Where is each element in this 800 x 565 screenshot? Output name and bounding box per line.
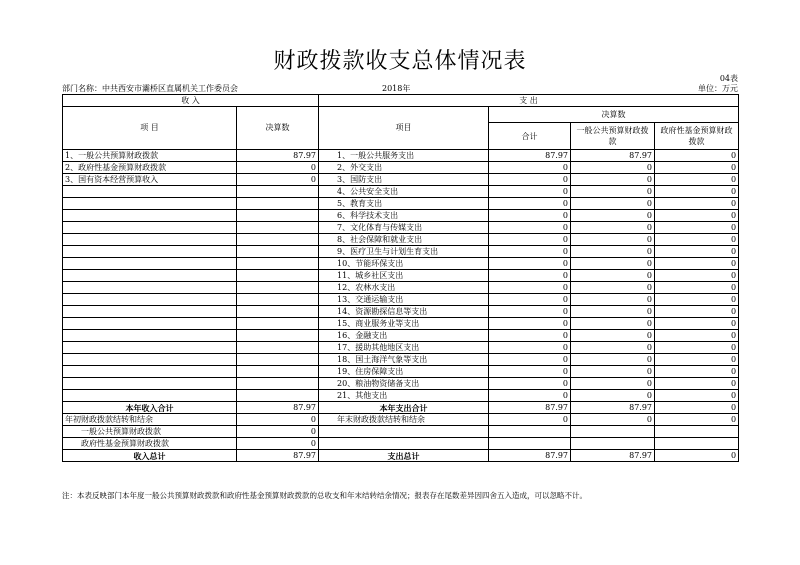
expense-fund: 0 <box>655 150 739 162</box>
expense-total: 0 <box>489 354 571 366</box>
income-item <box>63 306 237 318</box>
table-row <box>63 258 739 270</box>
income-value <box>237 366 319 378</box>
expense-general: 0 <box>571 258 655 270</box>
expense-general: 0 <box>571 222 655 234</box>
expense-item: 16、金融支出 <box>319 330 489 342</box>
income-subtotal-value: 87.97 <box>237 402 319 414</box>
expense-fund: 0 <box>655 342 739 354</box>
income-item <box>63 342 237 354</box>
table-row <box>63 354 739 366</box>
expense-fund: 0 <box>655 234 739 246</box>
income-item: 1、一般公共预算财政拨款 <box>63 150 237 162</box>
expense-general: 0 <box>571 342 655 354</box>
expense-general: 0 <box>571 378 655 390</box>
expense-subtotal-label: 本年支出合计 <box>319 402 489 414</box>
expense-total-label: 支出总计 <box>319 450 489 462</box>
expense-item: 13、交通运输支出 <box>319 294 489 306</box>
expense-general: 0 <box>571 162 655 174</box>
expense-total: 0 <box>489 366 571 378</box>
expense-general: 0 <box>571 210 655 222</box>
expense-general: 0 <box>571 198 655 210</box>
income-item <box>63 366 237 378</box>
expense-general: 0 <box>571 354 655 366</box>
income-value <box>237 282 319 294</box>
table-row <box>63 378 739 390</box>
expense-total: 0 <box>489 210 571 222</box>
expense-item: 11、城乡社区支出 <box>319 270 489 282</box>
table-row <box>63 174 739 186</box>
expense-fund: 0 <box>655 306 739 318</box>
income-item <box>63 294 237 306</box>
expense-general: 0 <box>571 246 655 258</box>
final-group-header: 决算数 <box>489 107 739 123</box>
carry-end-label: 年末财政拨款结转和结余 <box>319 414 489 426</box>
expense-total: 0 <box>489 390 571 402</box>
expense-item: 5、教育支出 <box>319 198 489 210</box>
expense-fund: 0 <box>655 330 739 342</box>
carry-general-value: 0 <box>237 426 319 438</box>
table-row <box>63 162 739 174</box>
expense-item: 9、医疗卫生与计划生育支出 <box>319 246 489 258</box>
expense-total: 0 <box>489 234 571 246</box>
income-total-value: 87.97 <box>237 450 319 462</box>
income-item <box>63 198 237 210</box>
expense-total: 87.97 <box>489 150 571 162</box>
meta-line <box>62 83 738 93</box>
department-name: 部门名称：中共西安市灞桥区直属机关工作委员会 <box>62 84 238 93</box>
expense-fund: 0 <box>655 270 739 282</box>
table-row <box>63 366 739 378</box>
income-value <box>237 342 319 354</box>
income-item <box>63 186 237 198</box>
table-row <box>63 198 739 210</box>
expense-fund: 0 <box>655 222 739 234</box>
expense-total: 0 <box>489 258 571 270</box>
income-item: 2、政府性基金预算财政拨款 <box>63 162 237 174</box>
expense-total: 0 <box>489 318 571 330</box>
carry-row <box>63 414 739 426</box>
income-item <box>63 246 237 258</box>
general-budget-header: 一般公共预算财政拨款 <box>571 123 655 150</box>
income-item <box>63 378 237 390</box>
subtotal-row <box>63 402 739 414</box>
income-value <box>237 258 319 270</box>
expense-total: 0 <box>489 270 571 282</box>
income-item <box>63 354 237 366</box>
income-item-header: 项 目 <box>63 107 237 150</box>
expense-general: 0 <box>571 174 655 186</box>
header-row-2 <box>63 107 739 123</box>
expense-general: 0 <box>571 390 655 402</box>
expense-general: 0 <box>571 282 655 294</box>
table-row <box>63 294 739 306</box>
expense-general: 0 <box>571 294 655 306</box>
expense-general: 0 <box>571 318 655 330</box>
income-value <box>237 354 319 366</box>
report-year: 2018年 <box>382 84 411 93</box>
expense-item: 7、文化体育与传媒支出 <box>319 222 489 234</box>
expense-total: 0 <box>489 282 571 294</box>
expense-fund: 0 <box>655 318 739 330</box>
unit-label: 单位：万元 <box>698 84 738 93</box>
expense-total: 0 <box>489 378 571 390</box>
expense-fund: 0 <box>655 174 739 186</box>
expense-item: 14、资源勘探信息等支出 <box>319 306 489 318</box>
expense-fund: 0 <box>655 186 739 198</box>
carry-end-fund: 0 <box>655 414 739 426</box>
income-value: 0 <box>237 174 319 186</box>
expense-total: 0 <box>489 162 571 174</box>
expense-total: 0 <box>489 246 571 258</box>
expense-total: 0 <box>489 198 571 210</box>
income-header: 收 入 <box>63 95 319 107</box>
expense-item: 4、公共安全支出 <box>319 186 489 198</box>
expense-item: 21、其他支出 <box>319 390 489 402</box>
expense-total: 0 <box>489 186 571 198</box>
carry-begin-value: 0 <box>237 414 319 426</box>
header-row-1 <box>63 95 739 107</box>
table-row <box>63 330 739 342</box>
income-value <box>237 294 319 306</box>
expense-fund: 0 <box>655 198 739 210</box>
carry-general-row <box>63 426 739 438</box>
expense-item: 8、社会保障和就业支出 <box>319 234 489 246</box>
income-value: 0 <box>237 162 319 174</box>
table-row <box>63 318 739 330</box>
income-value <box>237 222 319 234</box>
income-item <box>63 210 237 222</box>
expense-item: 3、国防支出 <box>319 174 489 186</box>
income-item: 3、国有资本经营预算收入 <box>63 174 237 186</box>
income-value <box>237 270 319 282</box>
income-value <box>237 318 319 330</box>
carry-end-total: 0 <box>489 414 571 426</box>
expense-general: 0 <box>571 186 655 198</box>
expense-fund: 0 <box>655 378 739 390</box>
total-header: 合计 <box>489 123 571 150</box>
carry-general-label: 一般公共预算财政拨款 <box>63 426 237 438</box>
expense-total: 0 <box>489 294 571 306</box>
expense-fund: 0 <box>655 258 739 270</box>
income-value <box>237 186 319 198</box>
expense-item: 1、一般公共服务支出 <box>319 150 489 162</box>
expense-subtotal-general: 87.97 <box>571 402 655 414</box>
expense-fund: 0 <box>655 294 739 306</box>
income-value <box>237 198 319 210</box>
income-value: 87.97 <box>237 150 319 162</box>
table-row <box>63 234 739 246</box>
table-row <box>63 210 739 222</box>
carry-fund-row <box>63 438 739 450</box>
income-item <box>63 270 237 282</box>
expense-item: 6、科学技术支出 <box>319 210 489 222</box>
income-amount-header: 决算数 <box>237 107 319 150</box>
income-value <box>237 378 319 390</box>
expense-item: 19、住房保障支出 <box>319 366 489 378</box>
expense-total: 0 <box>489 222 571 234</box>
expense-total: 0 <box>489 330 571 342</box>
form-number: 04表 <box>719 74 738 83</box>
expense-subtotal-total: 87.97 <box>489 402 571 414</box>
gov-fund-header: 政府性基金预算财政拨款 <box>655 123 739 150</box>
expense-total: 0 <box>489 306 571 318</box>
expense-fund: 0 <box>655 246 739 258</box>
expense-general: 0 <box>571 234 655 246</box>
income-value <box>237 210 319 222</box>
income-item <box>63 318 237 330</box>
page-title: 财政拨款收支总体情况表 <box>273 49 527 74</box>
income-total-label: 收入总计 <box>63 450 237 462</box>
expense-item: 12、农林水支出 <box>319 282 489 294</box>
income-value <box>237 330 319 342</box>
expense-item: 20、粮油物资储备支出 <box>319 378 489 390</box>
expense-general: 0 <box>571 306 655 318</box>
expense-header: 支 出 <box>319 95 739 107</box>
income-subtotal-label: 本年收入合计 <box>63 402 237 414</box>
expense-general: 0 <box>571 366 655 378</box>
table-row <box>63 342 739 354</box>
income-item <box>63 258 237 270</box>
carry-end-general: 0 <box>571 414 655 426</box>
expense-item: 2、外交支出 <box>319 162 489 174</box>
expense-fund: 0 <box>655 354 739 366</box>
expense-total: 0 <box>489 174 571 186</box>
expense-item-header: 项目 <box>319 107 489 150</box>
income-item <box>63 330 237 342</box>
income-item <box>63 222 237 234</box>
expense-fund: 0 <box>655 366 739 378</box>
finance-table <box>62 94 739 462</box>
income-item <box>63 282 237 294</box>
expense-item: 15、商业服务业等支出 <box>319 318 489 330</box>
expense-total-total: 87.97 <box>489 450 571 462</box>
table-row <box>63 186 739 198</box>
table-row <box>63 150 739 162</box>
income-value <box>237 306 319 318</box>
expense-fund: 0 <box>655 282 739 294</box>
footnote: 注：本表反映部门本年度一般公共预算财政拨款和政府性基金预算财政拨款的总收支和年末结转结余情况；报表存在尾数差异因四舍五入造成，可以忽略不计。 <box>62 491 587 500</box>
expense-total-fund: 0 <box>655 450 739 462</box>
carry-fund-value: 0 <box>237 438 319 450</box>
table-row <box>63 222 739 234</box>
expense-item: 18、国土海洋气象等支出 <box>319 354 489 366</box>
income-item <box>63 234 237 246</box>
expense-fund: 0 <box>655 210 739 222</box>
expense-general: 0 <box>571 330 655 342</box>
expense-fund: 0 <box>655 162 739 174</box>
income-item <box>63 390 237 402</box>
expense-total-general: 87.97 <box>571 450 655 462</box>
income-value <box>237 234 319 246</box>
expense-general: 87.97 <box>571 150 655 162</box>
carry-begin-label: 年初财政拨款结转和结余 <box>63 414 237 426</box>
table-row <box>63 390 739 402</box>
table-row <box>63 246 739 258</box>
total-row <box>63 450 739 462</box>
table-row <box>63 282 739 294</box>
expense-total: 0 <box>489 342 571 354</box>
table-row <box>63 306 739 318</box>
income-value <box>237 246 319 258</box>
expense-item: 10、节能环保支出 <box>319 258 489 270</box>
income-value <box>237 390 319 402</box>
expense-item: 17、援助其他地区支出 <box>319 342 489 354</box>
table-row <box>63 270 739 282</box>
expense-general: 0 <box>571 270 655 282</box>
expense-subtotal-fund: 0 <box>655 402 739 414</box>
expense-fund: 0 <box>655 390 739 402</box>
carry-fund-label: 政府性基金预算财政拨款 <box>63 438 237 450</box>
